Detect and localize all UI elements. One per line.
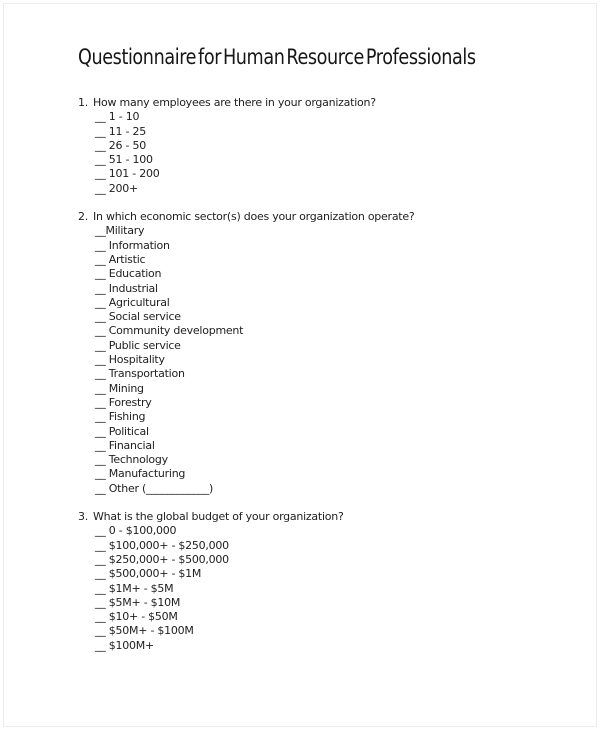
question-block	[78, 210, 564, 496]
page-title-text: Questionnaire for Human Resource Professionals	[78, 45, 476, 70]
answer-option: __ $10+ - $50M	[95, 610, 178, 624]
answer-option: __ Agricultural	[95, 295, 170, 309]
answer-option: __ 200+	[95, 181, 138, 195]
answer-option: __ Forestry	[95, 395, 152, 409]
question-text: In which economic sector(s) does your organization operate?	[93, 210, 415, 224]
answer-option: __ $100,000+ - $250,000	[95, 538, 229, 552]
answer-option: __ Hospitality	[95, 353, 165, 367]
answer-option: __ Community development	[95, 324, 244, 338]
answer-option: __ Education	[95, 267, 162, 281]
answer-option: __ Financial	[95, 438, 155, 452]
answer-option: __ 101 - 200	[95, 167, 160, 181]
question-heading	[78, 96, 564, 110]
answer-option: __ Artistic	[95, 252, 146, 266]
answer-option: __ $500,000+ - $1M	[95, 567, 202, 581]
answer-option: __Military	[95, 224, 145, 238]
answer-option: __ 26 - 50	[95, 138, 146, 152]
question-text: How many employees are there in your organization?	[93, 96, 376, 109]
question-block	[78, 96, 564, 196]
answer-option: __ Fishing	[95, 410, 146, 424]
answer-option: __ Social service	[95, 310, 181, 324]
page-title	[78, 44, 564, 71]
answer-option: __ 0 - $100,000	[95, 524, 177, 538]
answer-option: __ Public service	[95, 338, 181, 352]
answer-option: __ Transportation	[95, 367, 185, 381]
question-heading	[78, 510, 564, 524]
answer-option: __ Industrial	[95, 281, 158, 295]
question-number: 2.	[78, 210, 88, 224]
answer-option: __ Manufacturing	[95, 467, 186, 481]
answer-option: __ 51 - 100	[95, 153, 153, 167]
option-list	[95, 224, 564, 496]
document-content	[78, 44, 564, 667]
answer-option: __ Technology	[95, 453, 168, 467]
question-number: 3.	[78, 510, 88, 524]
answer-option: __ Political	[95, 424, 149, 438]
answer-option: __ Information	[95, 238, 170, 252]
answer-option: __ Other (____________)	[95, 481, 214, 495]
option-list	[95, 524, 564, 653]
answer-option: __ $100M+	[95, 638, 154, 652]
question-number: 1.	[78, 96, 88, 109]
option-list	[95, 110, 564, 196]
answer-option: __ 11 - 25	[95, 124, 146, 138]
answer-option: __ $1M+ - $5M	[95, 581, 174, 595]
question-text: What is the global budget of your organization?	[93, 510, 344, 524]
answer-option: __ 1 - 10	[95, 110, 140, 124]
question-list	[78, 96, 564, 653]
question-block	[78, 510, 564, 653]
answer-option: __ $5M+ - $10M	[95, 595, 181, 609]
question-heading	[78, 210, 564, 224]
answer-option: __ $50M+ - $100M	[95, 624, 194, 638]
answer-option: __ Mining	[95, 381, 144, 395]
answer-option: __ $250,000+ - $500,000	[95, 552, 229, 566]
